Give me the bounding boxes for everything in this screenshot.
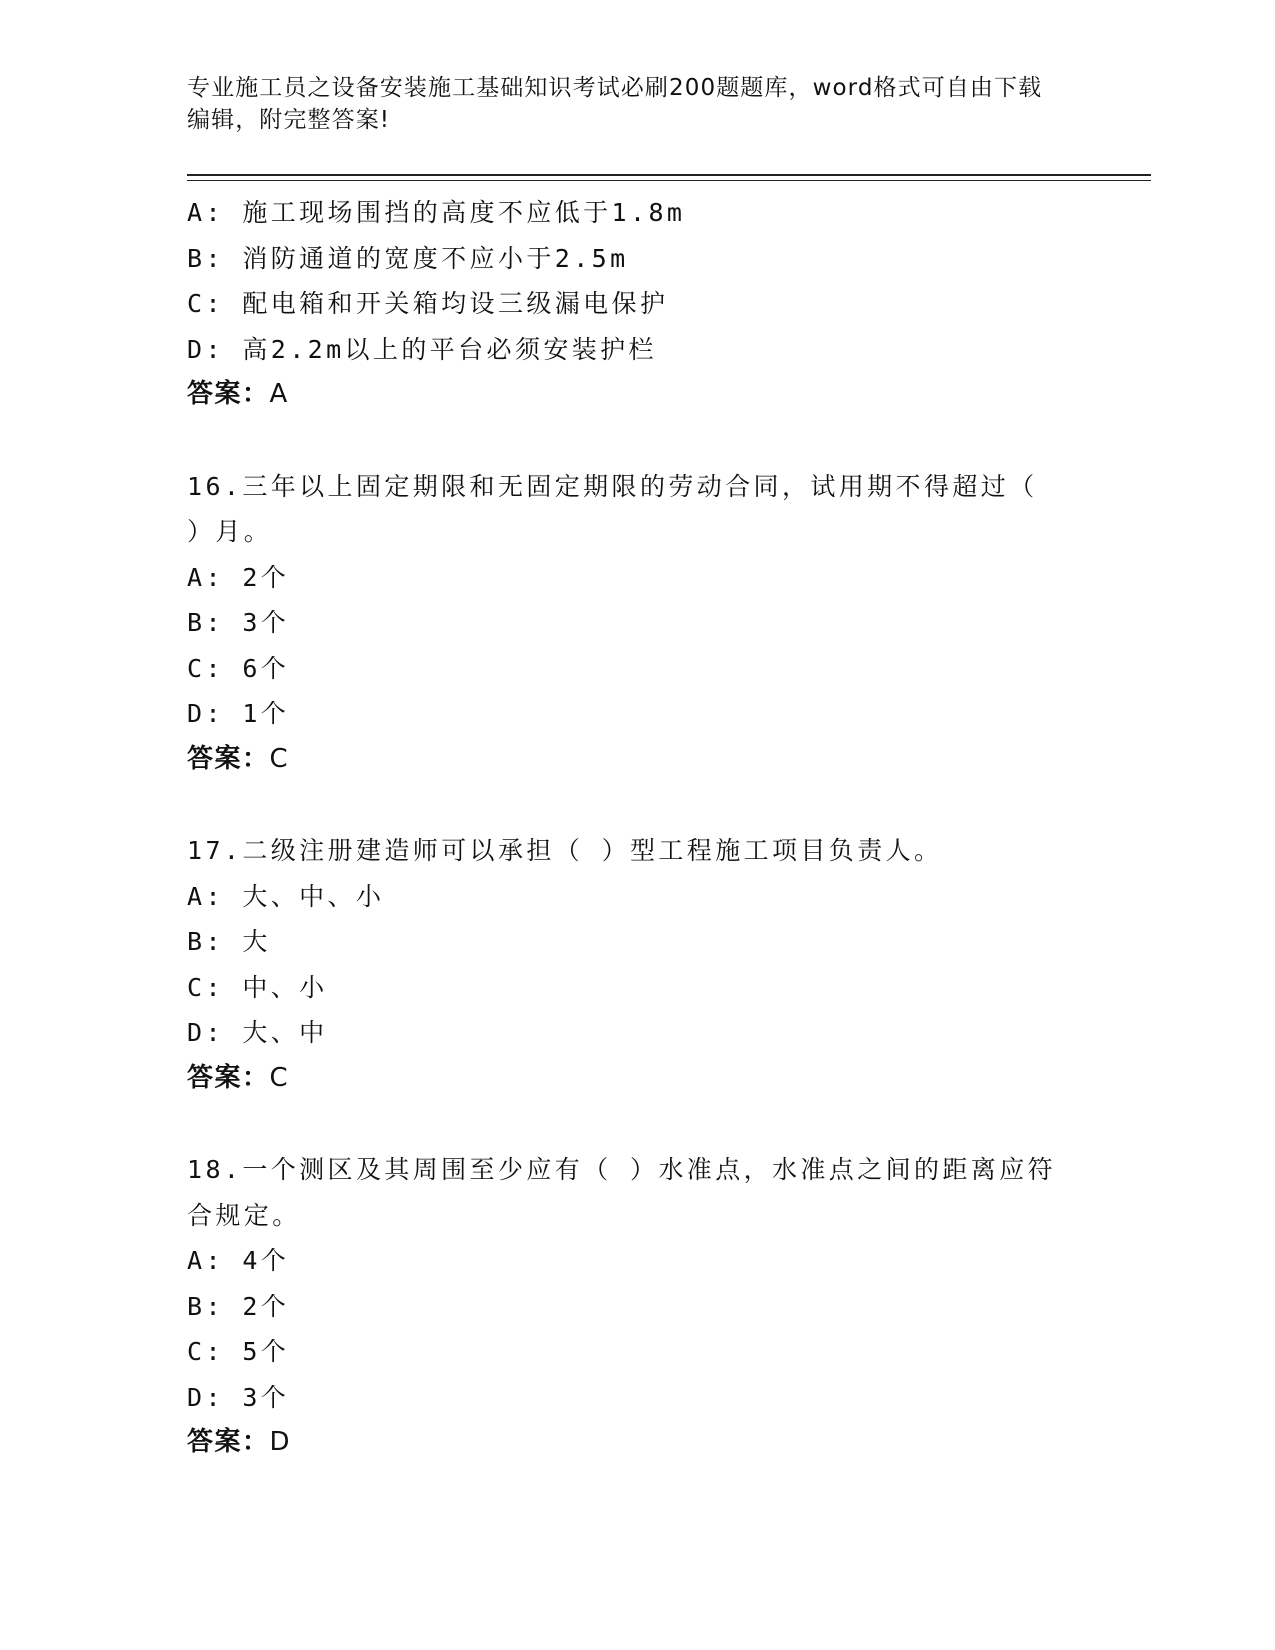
question-stem-line-1: 16.三年以上固定期限和无固定期限的劳动合同，试用期不得超过（ — [187, 471, 1038, 501]
option-b: B: 2个 — [187, 1291, 290, 1321]
option-c: C: 配电箱和开关箱均设三级漏电保护 — [187, 289, 669, 318]
answer-label: 答案： — [187, 743, 270, 774]
option-a: A: 大、中、小 — [187, 881, 385, 911]
option-c: C: 5个 — [187, 1337, 290, 1366]
question-spacer — [187, 418, 1087, 464]
question-block-15 — [187, 190, 1087, 418]
header-title-line-2: 编辑，附完整答案! — [187, 107, 391, 133]
answer-value: A — [269, 379, 289, 409]
question-block-16 — [187, 464, 1087, 783]
option-a: A: 4个 — [187, 1246, 290, 1275]
answer-label: 答案： — [187, 379, 270, 409]
option-d: D: 3个 — [187, 1382, 290, 1412]
answer-value: C — [269, 1062, 290, 1093]
question-stem-line-1: 18.一个测区及其周围至少应有（ ）水准点，水准点之间的距离应符 — [187, 1155, 1057, 1184]
question-stem-line-1: 17.二级注册建造师可以承担（ ）型工程施工项目负责人。 — [187, 836, 943, 865]
answer-value: D — [269, 1427, 292, 1457]
document-header — [187, 72, 1067, 136]
option-d: D: 大、中 — [187, 1018, 328, 1047]
question-stem-line-2: 合规定。 — [187, 1200, 301, 1230]
question-stem-line-2: ）月。 — [187, 517, 273, 546]
option-a: A: 2个 — [187, 562, 290, 592]
answer-label: 答案： — [187, 1427, 270, 1457]
option-c: C: 中、小 — [187, 972, 328, 1002]
answer-value: C — [269, 743, 290, 774]
header-divider-thick — [187, 174, 1151, 176]
option-a: A: 施工现场围挡的高度不应低于1.8m — [187, 198, 686, 227]
question-list — [187, 190, 1087, 1466]
answer-label: 答案： — [187, 1062, 270, 1093]
question-spacer — [187, 1101, 1087, 1147]
option-d: D: 高2.2m以上的平台必须安装护栏 — [187, 334, 657, 364]
answer-line — [187, 372, 1087, 418]
option-c: C: 6个 — [187, 653, 290, 683]
question-block-18 — [187, 1147, 1087, 1466]
option-d: D: 1个 — [187, 699, 290, 728]
header-divider-thin — [187, 180, 1151, 181]
answer-line — [187, 1420, 1087, 1466]
answer-line — [187, 737, 1087, 783]
question-block-17 — [187, 828, 1087, 1101]
option-b: B: 消防通道的宽度不应小于2.5m — [187, 243, 629, 273]
answer-line — [187, 1056, 1087, 1102]
header-title-line-1: 专业施工员之设备安装施工基础知识考试必刷200题题库，word格式可自由下载 — [187, 75, 1043, 101]
question-spacer — [187, 782, 1087, 828]
option-b: B: 3个 — [187, 608, 290, 637]
option-b: B: 大 — [187, 927, 271, 956]
